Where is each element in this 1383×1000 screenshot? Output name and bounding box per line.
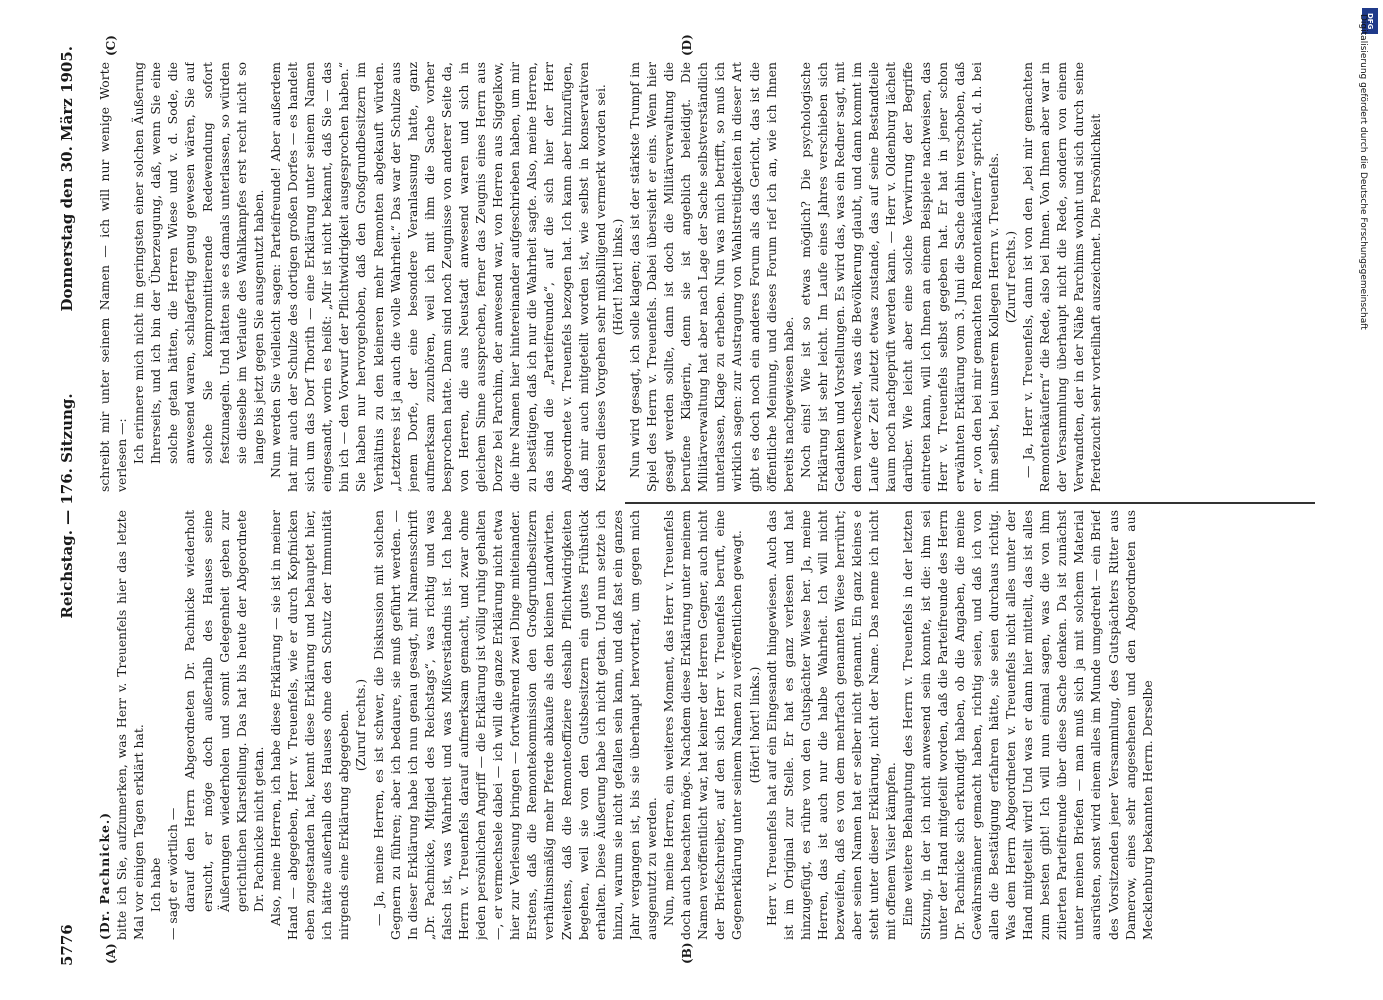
paragraph-text: (Zuruf rechts.) <box>1002 230 1018 324</box>
paragraph-text: Nun wird gesagt, ich solle klagen; das ist der stärkste Trumpf im Spiel des Herrn v. Treuenfels. Dabei übersieht er eins. Wenn hier gesagt werden sollte, dann ist doch die Militärverwaltung die berufene Klägerin, denn sie ist angeblich beleidigt. Die Militärverwaltung hat aber nach Lage der Sache selbstverständlich unterlassen, Klage zu erheben. Nun was mich betrifft, so muß ich wirklich sagen: zur Austragung von Wahlstreitigkeiten in dieser Art gibt es doch noch ein anderes Forum als das Gericht, das ist die öffentliche Meinung, und dieses Forum rief ich an, wie ich Ihnen bereits nachgewiesen habe. <box>626 62 796 492</box>
paragraph-text: darauf den Herrn Abgeordneten Dr. Pachnicke wiederholt ersucht, er möge doch außerhalb des Hauses seine Äußerungen wiederholen und somit Gelegenheit geben zur gerichtlichen Klarstellung. Das hat bis heute der Abgeordnete Dr. Pachnicke nicht getan. <box>182 510 266 912</box>
paragraph-text: (Zuruf rechts.) <box>353 678 369 772</box>
paragraph <box>660 510 745 940</box>
page-number: 5776 <box>58 924 76 966</box>
session-date: Donnerstag den 30. März 1905. <box>58 46 76 312</box>
paragraph <box>181 510 266 940</box>
page-title: Reichstag. — 176. Sitzung. <box>58 393 76 619</box>
paragraph-text: Herr v. Treuenfels hat auf ein Eingesandt hingewiesen. Auch das ist im Original zur Stelle. Er hat es ganz verlesen und hat hinzugefügt, es rühre von den Gutspächter Wiese her. Ja, meine Herren, das ist auch nur die halbe Wahrheit. Ich will nicht bezweifeln, daß es von dem mehrfach genannten Wiese herrührt; aber seinen Namen hat er selber nicht genannt. Ein ganz kleines e steht unter dieser Erklärung, nicht der Name. Das nenne ich nicht mit offenem Visier kämpfen. <box>763 510 899 940</box>
paragraph <box>626 62 797 492</box>
paragraph <box>609 62 626 492</box>
margin-marker-c: (C) <box>104 35 118 56</box>
dfg-logo: DFG <box>1362 8 1378 34</box>
paragraph <box>763 510 900 940</box>
margin-marker-b: (B) <box>680 942 694 964</box>
paragraph-text: bitte ich Sie, aufzumerken, was Herr v. Treuenfels hier das letzte Mal vor einigen Tagen erklärt hat. <box>114 510 147 940</box>
paragraph <box>267 510 352 940</box>
paragraph <box>797 62 1002 492</box>
paragraph <box>267 62 609 492</box>
paragraph <box>1019 62 1104 492</box>
margin-marker-a: (A) <box>104 943 118 964</box>
paragraph <box>352 510 369 940</box>
paragraph-text: Eine weitere Behauptung des Herrn v. Treuenfels in der letzten Sitzung, in der ich nicht anwesend sein konnte, ist die: ihm sei unter der Hand mitgeteilt worden, daß die Parteifreunde des Herrn Dr. Pachnicke sich erkundigt haben, ob die Angaben, die meine Gewährsmänner gemacht haben, richtig seien, und daß ich von allen die Bestätigung erfahren hätte, sie seien durchaus richtig. Was dem Herrn Abgeordneten v. Treuenfels nicht alles unter der Hand mitgeteilt wird! Und was er dann hier mitteilt, das ist alles zum besten gibt! Ich will nun einmal sagen, was die von ihm zitierten Parteifreunde über diese Sache denken. Da ist zunächst unter meinen Briefen — man muß sich ja mit solchem Material ausrüsten, sonst wird einem alles im Munde umgedreht — ein Brief des Vorsitzenden jener Versammlung, des Gutspächters Ritter aus Damerow, eines sehr angesehenen und den Abgeordneten aus Mecklenburg bekannten Herrn. Derselbe <box>900 510 1155 940</box>
speaker-label: (Dr. Pachnicke.) <box>97 811 112 940</box>
paragraph-text: — Ja, meine Herren, es ist schwer, die Diskussion mit solchen Gegnern zu führen; aber ich bedaure, sie muß geführt werden. — In dieser Erklärung habe ich nun genau gesagt, mit Namensschrift „Dr. Pachnicke, Mitglied des Reichstags“, was richtig und was falsch ist, was Wahrheit und was Mißverständnis ist. Ich habe Herrn v. Treuenfels darauf aufmerksam gemacht, und zwar ohne jeden persönlichen Angriff — die Erklärung ist völlig ruhig gehalten —, er vermechsele dabei — ich will die ganze Erklärung nicht etwa hier zur Verlesung bringen — fortwährend zwei Dinge miteinander. Erstens, daß die Remontekommission den Großgrundbesitzern verhältnismäßig mehr Pferde abkaufe als den kleinen Landwirten. Zweitens, daß die Remonteoffiziere deshalb Pflichtwidrigkeiten begehen, weil sie von den Gutsbesitzern ein gutes Frühstück erhalten. Diese Äußerung habe ich nicht getan. Und nun setzte ich hinzu, warum sie nicht gefallen sein kann, und daß fast ein ganzes Jahr vergangen ist, bis sie überhaupt hervortrat, um gegen mich ausgenutzt zu werden. <box>370 510 659 940</box>
digitization-credit: Digitalisierung gefördert durch die Deutsche Forschungsgemeinschaft <box>1358 14 1368 330</box>
margin-marker-d: (D) <box>680 34 694 56</box>
paragraph-text: (Hört! hört! links.) <box>746 666 762 784</box>
page-header <box>58 46 84 966</box>
paragraph <box>130 62 267 492</box>
paragraph <box>1002 62 1019 492</box>
paragraph <box>96 62 130 492</box>
paragraph <box>746 510 763 940</box>
paragraph-text: schreibt mir unter seinem Namen — ich will nur wenige Worte verlesen —: <box>97 62 130 492</box>
paragraph-text: Nun werden Sie vielleicht sagen: Parteifreunde! Aber außerdem hat mir auch der Schulze des dortigen großen Dorfes — es handelt sich um das Dorf Thorith — eine Erklärung unter seinem Namen eingesandt, worin es heißt: „Mir ist nicht bekannt, daß Sie — das bin ich — den Vorwurf der Pflichtwidrigkeit ausgesprochen haben.“ Sie haben nur hervorgehoben, daß den Großgrundbesitzern im Verhältnis zu den kleineren mehr Remonten abgekauft würden. „Letzteres ist ja auch die volle Wahrheit.“ Das war der Schulze aus jenem Dorfe, der eine besondere Veranlassung hatte, ganz aufmerksam zuzuhören, weil ich mit ihm die Sache vorher besprochen hatte. Dann sind noch Zeugnisse von anderer Seite da, von Herren, die aus Neustadt anwesend waren und sich in gleichem Sinne aussprechen, ferner das Zeugnis eines Herrn aus Dorze bei Parchim, der anwesend war, von Herren aus Siggelkow, die ihre Namen hier hintereinander aufgeschrieben haben, um mir zu bestätigen, daß ich nur die Wahrheit sagte. Also, meine Herren, das sind die „Parteifreunde“, auf die sich hier der Herr Abgeordnete v. Treuenfels bezogen hat. Ich kann aber hinzufügen, daß mir auch mitgeteilt worden ist, wie selbst in konservativen Kreisen dieses Vorgehen sehr mißbilligend vermerkt worden sei. <box>267 62 608 492</box>
column-divider <box>625 502 1315 504</box>
paragraph-text: Noch eins! Wie ist so etwas möglich? Die psychologische Erklärung ist sehr leicht. Im Laufe eines Jahres verschieben sich Gedanken und Vorstellungen. Es wird das, was ein Redner sagt, mit dem verwechselt, was die Bevölkerung glaubt, und dann kommt im Laufe der Zeit zuletzt etwas zustande, das auf seine Bestandteile kaum noch nachgeprüft werden kann. — Herr v. Oldenburg lächelt darüber. Wie leicht aber eine solche Verwirrung der Begriffe eintreten kann, will ich Ihnen an einem Beispiele nachweisen, das Herr v. Treuenfels selbst gegeben hat. Er hat in jener schon erwähnten Erklärung vom 3. Juni die Sache dahin verschoben, daß er „von den bei mir gemachten Remontenkäufern“ spricht, d. h. bei ihm selbst, bei unserem Kollegen Herrn v. Treuenfels. <box>797 62 1001 492</box>
paragraph <box>164 510 181 940</box>
paragraph-text: Also, meine Herren, ich habe diese Erklärung — sie ist in meiner Hand — abgegeben, Herr v. Treuenfels, wie er durch Kopfnicken eben zugestanden hat, kennt diese Erklärung und behauptet hier, ich hätte außerhalb des Hauses ohne den Schutz der Immunität nirgends eine Erklärung abgegeben. <box>267 510 352 940</box>
right-column <box>96 62 1316 492</box>
paragraph-text: Ich habe <box>148 857 164 912</box>
paragraph <box>370 510 661 940</box>
paragraph <box>113 510 147 940</box>
paragraph-text: — Ja, Herr v. Treuenfels, dann ist von den „bei mir gemachten Remontenkäufern“ die Rede, also bei Ihnen. Von Ihnen aber war in der Versammlung überhaupt nicht die Rede, sondern von einem Verwandten, der in der Nähe Parchims wohnt und sich durch seine Pferdezucht sehr vorteilhaft auszeichnet. Die Persönlichkeit <box>1020 62 1104 492</box>
paragraph <box>96 510 113 940</box>
paragraph <box>147 510 164 940</box>
left-column <box>96 510 1316 940</box>
paragraph-text: (Hört! hört! links.) <box>609 218 625 336</box>
paragraph-text: Nun, meine Herren, ein weiteres Moment, das Herr v. Treuenfels doch auch beachten möge. Nachdem diese Erklärung unter meinem Namen veröffentlicht war, hat keiner der Herren Gegner, auch nicht der Briefschreiber, auf den sich Herr v. Treuenfels beruft, eine Gegenerklärung unter seinem Namen zu veröffentlichen gewagt. <box>661 510 745 940</box>
paragraph <box>899 510 1155 940</box>
paragraph-text: Ich erinnere mich nicht im geringsten einer solchen Äußerung Ihrerseits, und ich bin der Überzeugung, daß, wenn Sie eine solche getan hätten, die Herren Wiese und v. d. Sode, die anwesend waren, schlagfertig genug gewesen wären, Sie auf solche Sie kompromittierende Redewendung sofort festzunageln. Und hätten sie es damals unterlassen, so würden sie dieselbe im Verlaufe des Wahlkampfes erst recht nicht so lange bis jetzt gegen Sie ausgenutzt haben. <box>131 62 266 464</box>
paragraph-text: — sagt er wörtlich — <box>165 807 181 940</box>
